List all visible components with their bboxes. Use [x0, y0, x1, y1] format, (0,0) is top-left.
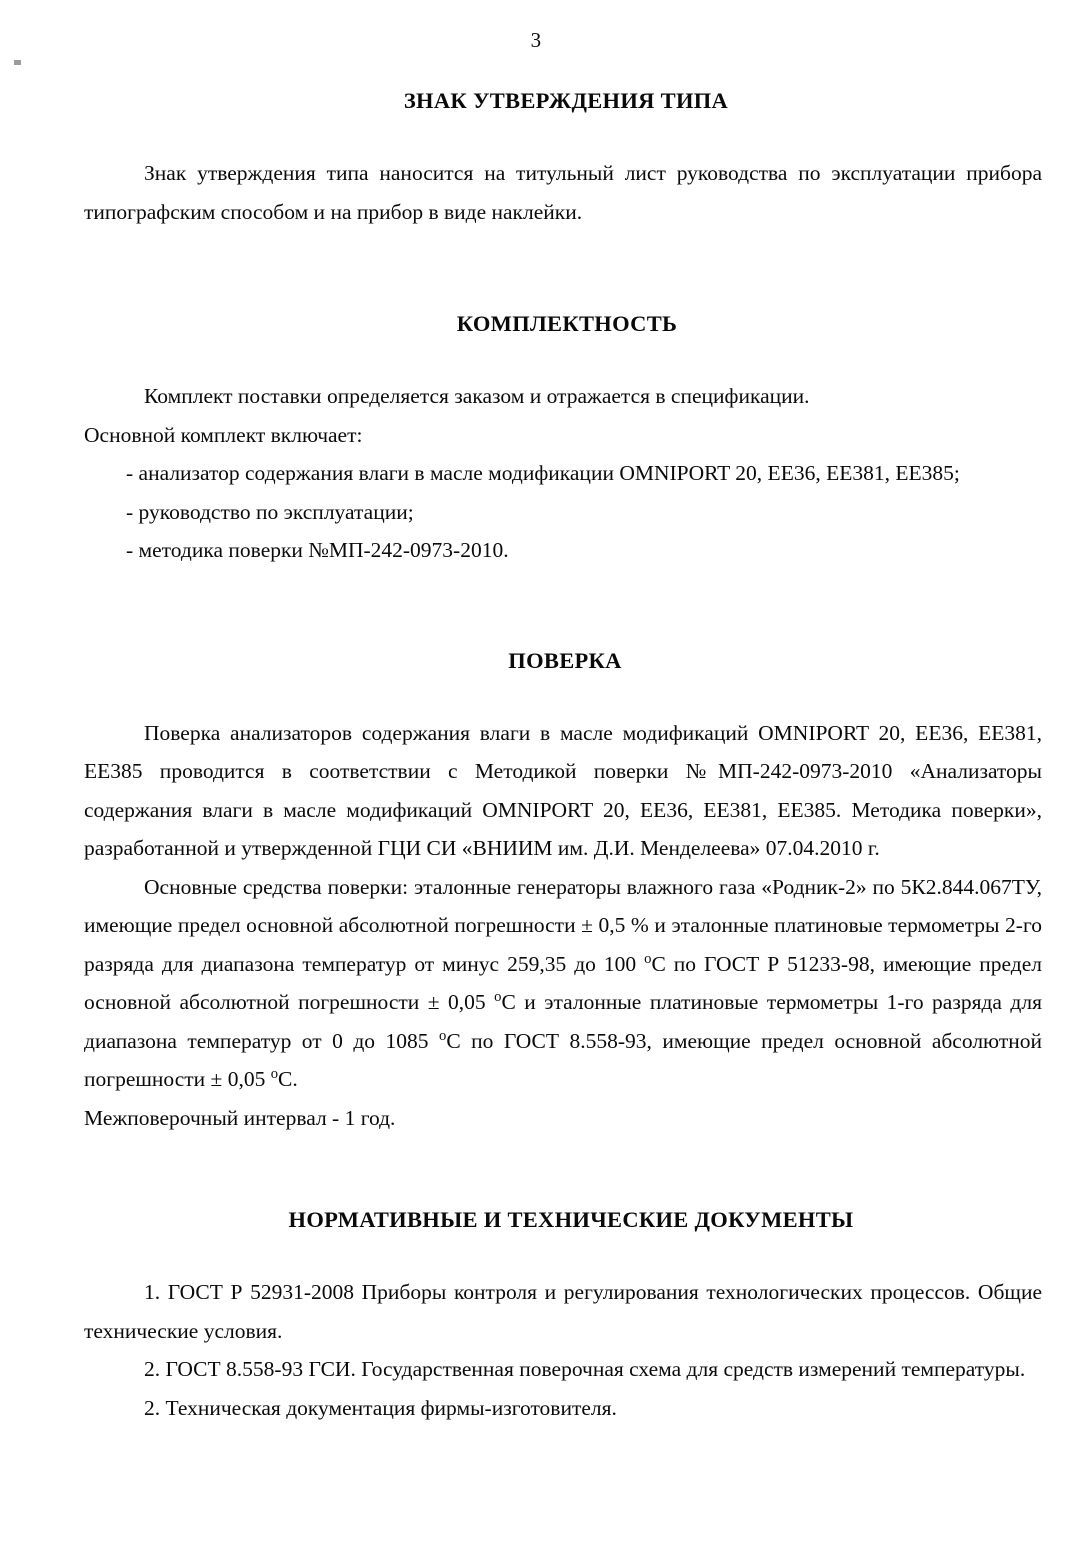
- spacer: [84, 674, 1042, 714]
- paragraph-doc-item-3: 2. Техническая документация фирмы-изготовителя.: [144, 1395, 617, 1420]
- page-content: [84, 84, 1042, 1427]
- paragraph-komplekt-postavki: Комплект поставки определяется заказом и отражается в спецификации.: [144, 384, 810, 408]
- paragraph-doc-item-1: 1. ГОСТ Р 52931-2008 Приборы контроля и регулирования технологических процессов. Общие технические условия.: [84, 1280, 1042, 1343]
- paragraph-poverka-metodika: Поверка анализаторов содержания влаги в масле модификаций OMNIPORT 20, ЕЕ36, ЕЕ381, ЕЕ385 проводится в соответствии с Методикой поверки №МП-242-0973-2010 «Анализаторы содержания влаги в масле модификаций OMNIPORT 20, ЕЕ36, ЕЕ381, ЕЕ385. Методика поверки», разработанной и утвержденной ГЦИ СИ «ВНИИМ им. Д.И. Менделеева» 07.04.2010 г.: [84, 720, 1042, 860]
- paragraph-osnovnoy-komplekt: Основной комплект включает:: [84, 422, 363, 447]
- means-text-part-2: С по ГОСТ Р 51233-98, имеющие предел основной абсолютной погрешности ± 0,05: [84, 951, 1042, 1014]
- means-text-part-4: С по ГОСТ 8.558-93, имеющие предел основной абсолютной погрешности ± 0,05: [84, 1028, 1042, 1091]
- paragraph-sredstva-poverki: [84, 868, 1042, 1099]
- means-text-part-3: С и эталонные платиновые термометры 1-го разряда для диапазона температур от 0 до 1085: [84, 990, 1042, 1053]
- page-number: 3: [530, 28, 542, 52]
- section-heading-poverka: ПОВЕРКА: [508, 647, 622, 673]
- scan-artifact-speck: [14, 60, 21, 65]
- means-text-part-1: Основные средства поверки: эталонные генераторы влажного газа «Родник-2» по 5К2.844.067ТУ, имеющие предел основной абсолютной погрешности ± 0,5 % и эталонные платиновые термометры 2-го разряда для диапазона температур от минус 259,35 до 100: [84, 874, 1042, 976]
- means-text-part-5: С.: [278, 1067, 298, 1091]
- list-item: - методика поверки №МП-242-0973-2010.: [126, 538, 509, 562]
- paragraph-znak-body: Знак утверждения типа наносится на титульный лист руководства по эксплуатации прибора типографским способом и на прибор в виде наклейки.: [84, 161, 1042, 224]
- section-heading-znak-utverzhdeniya-tipa: ЗНАК УТВЕРЖДЕНИЯ ТИПА: [403, 88, 729, 113]
- spacer: [84, 1233, 1042, 1273]
- degree-symbol-icon: о: [644, 950, 652, 967]
- list-item: - руководство по эксплуатации;: [126, 499, 414, 524]
- paragraph-mezhpoverochny-interval: Межповерочный интервал - 1 год.: [84, 1105, 396, 1130]
- list-item: - анализатор содержания влаги в масле модификации OMNIPORT 20, ЕЕ36, ЕЕ381, ЕЕ385;: [126, 461, 960, 485]
- komplektnost-list: [84, 454, 1042, 570]
- degree-symbol-icon: о: [439, 1027, 447, 1044]
- degree-symbol-icon: о: [270, 1065, 279, 1082]
- degree-symbol-icon: о: [494, 988, 502, 1005]
- spacer: [84, 337, 1042, 377]
- section-heading-normativnye-i-tehnicheskie-dokumenty: НОРМАТИВНЫЕ И ТЕХНИЧЕСКИЕ ДОКУМЕНТЫ: [288, 1207, 854, 1232]
- spacer: [84, 114, 1042, 154]
- paragraph-doc-item-2: 2. ГОСТ 8.558-93 ГСИ. Государственная поверочная схема для средств измерений температуры.: [144, 1357, 1026, 1381]
- section-heading-komplektnost: КОМПЛЕКТНОСТЬ: [456, 311, 678, 336]
